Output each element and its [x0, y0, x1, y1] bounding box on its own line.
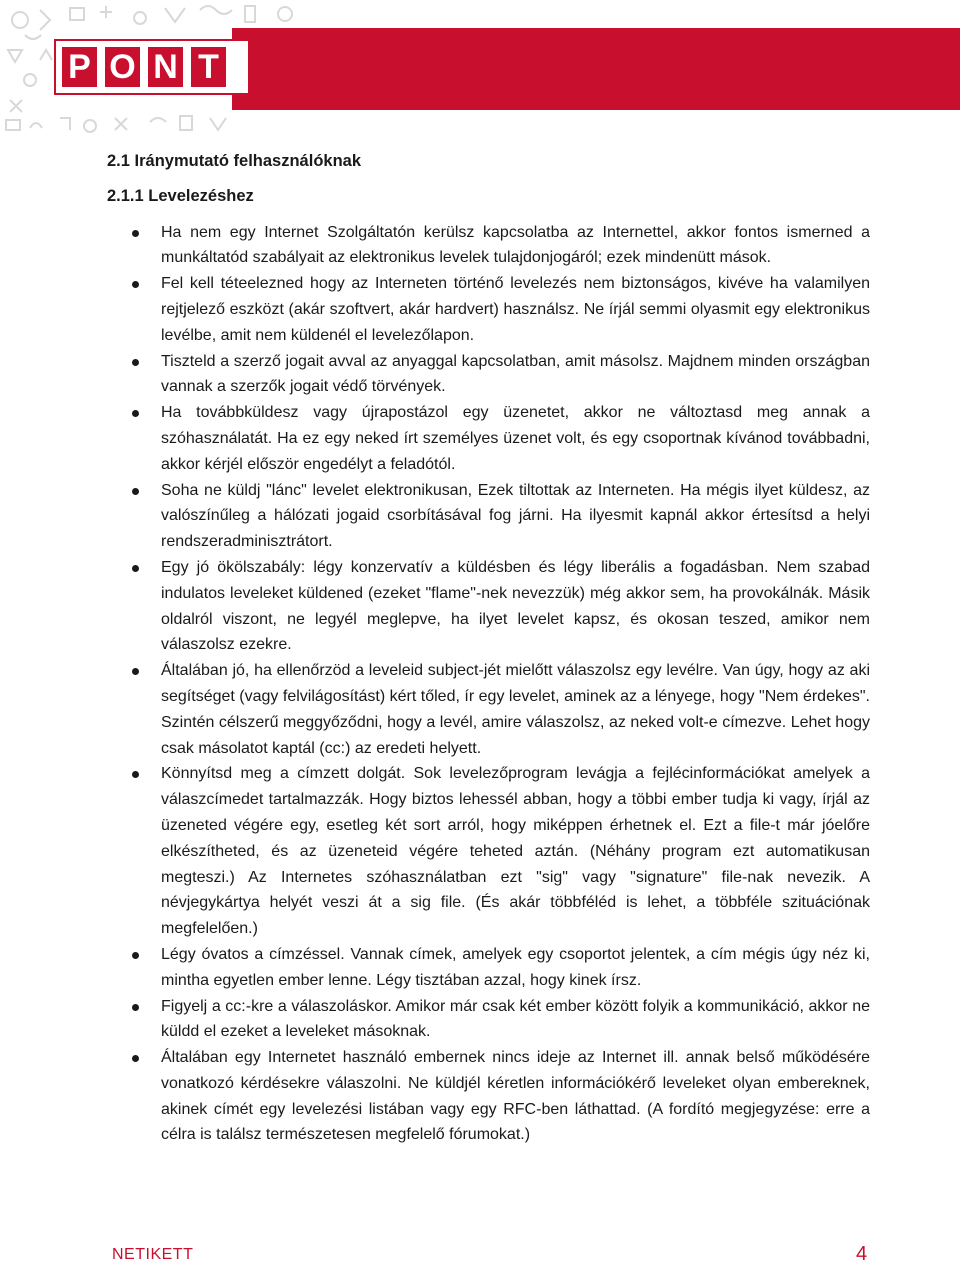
- list-item-text: Könnyítsd meg a címzett dolgát. Sok levelezőprogram levágja a fejlécinformációkat amelyek a válaszcímedet tartalmazzák. Hogy biztos lehessél abban, hogy a többi ember tudja ki vagy, írjál az üzeneted végére egy, esetleg két sort arról, hogy miképpen érhetnek el. Ezt a file-t már jóelőre elkészítheted, és az üzeneteid végére teheted aztán. (Néhány program ezt automatikusan megteszi.) Az Internetes szóhasználatban ezt "sig" vagy "signature" file-nak nevezik. A névjegykártya helyét veszi át a sig file. (És akár többféléd is lehet, a többféle szituációnak megfelelően.): [161, 765, 870, 938]
- list-item-text: Soha ne küldj "lánc" levelet elektronikusan, Ezek tiltottak az Interneten. Ha mégis ilyet küldesz, az valószínűleg a hálózati jogaid csorbításával fog járni. Ha ilyesmit kapnál akkor értesítsd a helyi rendszeradminisztrátort.: [161, 481, 870, 551]
- subsection-title: 2.1.1 Levelezéshez: [107, 186, 254, 205]
- bullet-icon: [132, 410, 139, 417]
- list-item: [107, 271, 870, 348]
- page-header: [0, 0, 960, 140]
- footer-title: NETIKETT: [112, 1246, 194, 1263]
- list-item-text: Fel kell téteelezned hogy az Interneten történő levelezés nem biztonságos, kivéve ha valamilyen rejtjelező eszközt (akár szoftvert, akár hardvert) használsz. Ne írjál semmi olyasmit egy elektronikus levélbe, amit nem küldenél el levelezőlapon.: [161, 275, 870, 344]
- bullet-icon: [132, 668, 139, 675]
- list-item: [107, 220, 870, 272]
- list-item: [107, 1045, 870, 1148]
- document-body: [107, 148, 870, 1148]
- logo-letter: N: [146, 45, 185, 89]
- list-item-text: Légy óvatos a címzéssel. Vannak címek, amelyek egy csoportot jelentek, a cím mégis úgy néz ki, mintha egyetlen ember lenne. Légy tisztában azzal, hogy kinek írsz.: [161, 945, 870, 989]
- bullet-icon: [132, 281, 139, 288]
- list-item-text: Tiszteld a szerző jogait avval az anyaggal kapcsolatban, amit másolsz. Majdnem minden országban vannak a szerzők jogait védő törvények.: [161, 352, 870, 396]
- guideline-list: [107, 220, 870, 1149]
- bullet-icon: [132, 488, 139, 495]
- list-item: [107, 761, 870, 942]
- pont-logo: [60, 45, 228, 95]
- logo-letter: O: [103, 45, 142, 89]
- logo-letter: T: [189, 45, 228, 89]
- section-title: 2.1 Iránymutató felhasználóknak: [107, 152, 362, 170]
- list-item: [107, 349, 870, 401]
- list-item: [107, 478, 870, 555]
- bullet-icon: [132, 771, 139, 778]
- logo-letter: P: [60, 45, 99, 89]
- bullet-icon: [132, 359, 139, 366]
- list-item: [107, 400, 870, 477]
- header-red-bar: [232, 28, 960, 110]
- list-item-text: Ha nem egy Internet Szolgáltatón kerülsz kapcsolatba az Internettel, akkor fontos ismerned a munkáltatód szabályait az elektronikus levelek tulajdonjogáról; ezek mindenütt mások.: [161, 223, 870, 267]
- bullet-icon: [132, 565, 139, 572]
- list-item: [107, 555, 870, 658]
- bullet-icon: [132, 1055, 139, 1062]
- list-item-text: Figyelj a cc:-kre a válaszoláskor. Amikor már csak két ember között folyik a kommunikáció, akkor ne küldd el ezeket a leveleket másoknak.: [161, 997, 870, 1041]
- bullet-icon: [132, 1004, 139, 1011]
- bullet-icon: [132, 952, 139, 959]
- list-item-text: Általában jó, ha ellenőrzöd a leveleid subject-jét mielőtt válaszolsz egy levélre. Van úgy, hogy az aki segítséget (vagy felvilágosítást) kért tőled, ír egy levelet, aminek az a lényege, hogy "Nem érdekes". Szintén célszerű meggyőződni, hogy a levél, amire válaszolsz, az neked volt-e címezve. Lehet hogy csak másolatot kaptál (cc:) az eredeti helyett.: [161, 662, 870, 757]
- list-item: [107, 658, 870, 761]
- list-item-text: Általában egy Internetet használó embernek nincs ideje az Internet ill. annak belső működésére vonatkozó kérdésekre válaszolni. Ne küldjél kéretlen információkérő leveleket olyan embereknek, akinek címét egy levelezési listában vagy egy RFC-ben láthattad. (A fordító megjegyzése: erre a célra is találsz természetesen megfelelő fórumokat.): [161, 1049, 870, 1144]
- list-item: [107, 994, 870, 1046]
- list-item-text: Ha továbbküldesz vagy újrapostázol egy üzenetet, akkor ne változtasd meg annak a szóhasználatát. Ha ez egy neked írt személyes üzenet volt, és egy csoportnak kívánod továbbadni, akkor kérjél először engedélyt a feladótól.: [161, 404, 870, 473]
- page-number: 4: [856, 1243, 868, 1265]
- list-item: [107, 942, 870, 994]
- list-item-text: Egy jó ökölszabály: légy konzervatív a küldésben és légy liberális a fogadásban. Nem szabad indulatos leveleket küldened (ezeket "flame"-nek nevezzük) még akkor sem, ha provokálnák. Másik oldalról viszont, ne legyél meglepve, ha ilyet levelet kapsz, és okosan teszed, amikor nem válaszolsz ezekre.: [161, 558, 870, 654]
- bullet-icon: [132, 230, 139, 237]
